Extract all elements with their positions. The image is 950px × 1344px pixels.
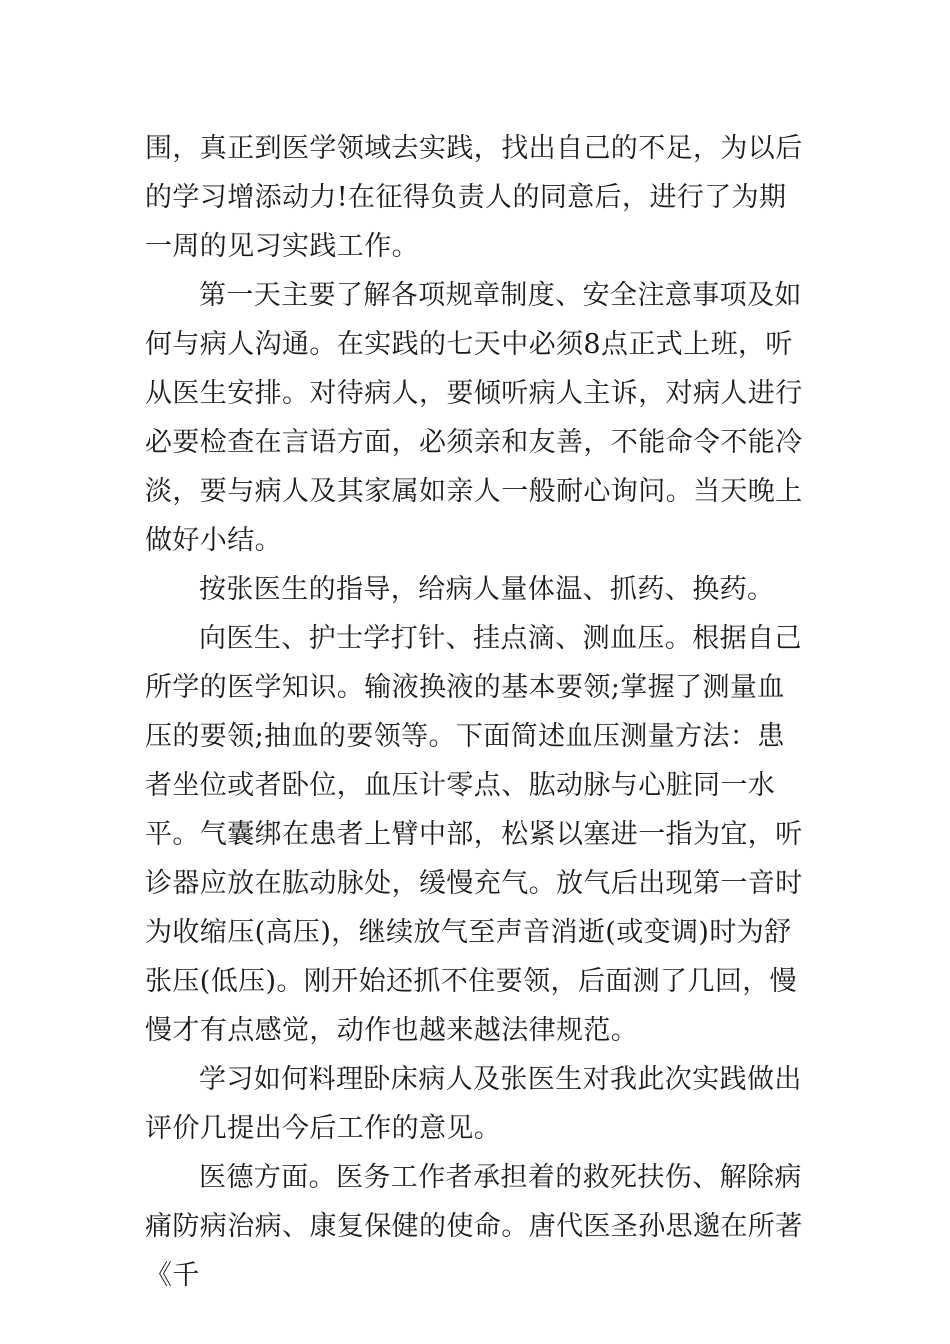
paragraph-4: 向医生、护士学打针、挂点滴、测血压。根据自己所学的医学知识。输液换液的基本要领;掌握了测量血压的要领;抽血的要领等。下面简述血压测量方法：患者坐位或者卧位，血压计零点、肱动脉与心脏同一水平。气囊绑在患者上臂中部，松紧以塞进一指为宜，听诊器应放在肱动脉处，缓慢充气。放气后出现第一音时为收缩压(高压)，继续放气至声音消逝(或变调)时为舒张压(低压)。刚开始还抓不住要领，后面测了几回，慢慢才有点感觉，动作也越来越法律规范。 [145,623,803,1046]
paragraph-1: 围，真正到医学领域去实践，找出自己的不足，为以后的学习增添动力!在征得负责人的同意后，进行了为期一周的见习实践工作。 [145,133,803,262]
paragraph-2: 第一天主要了解各项规章制度、安全注意事项及如何与病人沟通。在实践的七天中必须8点正式上班，听从医生安排。对待病人，要倾听病人主诉，对病人进行必要检查在言语方面，必须亲和友善，不能命令不能冷淡，要与病人及其家属如亲人一般耐心询问。当天晚上做好小结。 [145,280,803,556]
paragraph-5: 学习如何料理卧床病人及张医生对我此次实践做出评价几提出今后工作的意见。 [145,1064,802,1144]
document-body [145,124,810,1300]
paragraph-3: 按张医生的指导，给病人量体温、抓药、换药。 [199,574,775,605]
paragraph-6: 医德方面。医务工作者承担着的救死扶伤、解除病痛防病治病、康复保健的使命。唐代医圣孙思邈在所著《千 [145,1162,803,1291]
